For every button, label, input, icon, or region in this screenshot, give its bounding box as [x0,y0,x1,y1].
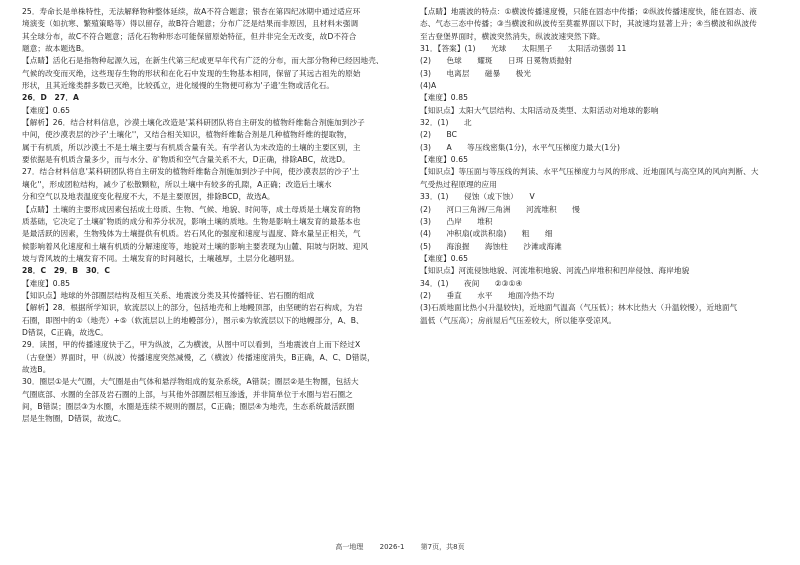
text-line: 坡与背风坡的土壤发育不同。土壤发育的时间越长，土壤越厚，土层分化越明显。 [22,253,299,263]
text-line: D错误，C正确，故选C。 [22,327,108,337]
text-line: 气受热过程原理的应用 [420,179,497,189]
text-line: (2) BC [420,130,458,140]
text-line: 25．寿命长是单株特性，无法解释物种整体延续，故A不符合题意；银杏在第四纪冰期中通过适应环 [22,7,361,16]
text-line: 【点睛】土壤的主要形成因素包括成土母质、生物、气候、地貌、时间等，成土母质是土壤发育的物 [22,204,361,214]
footer-subject: 高一地理 [335,543,364,551]
text-line: 27．结合材料信息'某科研团队将自主研发的植物纤维黏合剂施加到沙子中间，使沙漠表层的沙子'土 [22,167,360,177]
text-line: (4) 冲积扇(或洪积扇) 粗 细 [420,229,553,239]
text-line: 候影响着风化速度和土壤有机质的分解速度等，地貌对土壤的影响主要表现为山麓、阳坡与阴坡、迎风 [22,241,369,251]
left-column [22,6,398,426]
text-line: 28．C 29．B 30．C [22,266,111,276]
text-line: 32．(1) 北 [420,118,472,128]
text-line: 石圈，即图中的①（地壳）+⑤（软流层以上的地幔部分），图示⑥为软流层以下的地幔部分，A、B、 [22,315,364,325]
text-line: 其全球分布，故C不符合题意；活化石物种形态可能保留原始特征，但并非完全无改变，故D不符合 [22,31,357,41]
text-line: 态、气态三态中传播；③当横波和纵波传至莫霍界面以下时，其波速均显著上升；④当横波和纵波传 [420,19,757,29]
text-line: 【知识点】等压面与等压线的判读、水平气压梯度力与风的形成、近地面风与高空风的风向判断、大 [420,167,759,177]
text-line: 26．D 27．A [22,93,79,103]
text-line: (2) 河口三角洲/三角洲 河流堆积 慢 [420,204,580,214]
text-line: 【知识点】太阳大气层结构、太阳活动及类型、太阳活动对地球的影响 [420,105,659,115]
text-line: 要依据是有机质含量多少，而与水分、矿物质和空气含量关系不大，D正确，排除ABC，故选D。 [22,155,350,165]
text-line: 【点睛】活化石是指物种起源久远，在新生代第三纪或更早年代有广泛的分布，而大部分物种已经因地壳、 [22,56,384,66]
text-line: 题意；故本题选B。 [22,44,89,54]
text-line: 是最活跃的因素，生物残体为土壤提供有机质。岩石风化的强度和速度与温度、降水量呈正相关，气 [22,229,361,239]
text-line: 形状，且其近缘类群多数已灭绝，比较孤立，进化缓慢的生物便可称为'子遗'生物或活化石。 [22,81,335,91]
text-line: 间，B错误；圈层③为水圈，水圈是连续不规则的圈层，C正确；圈层④为地壳，生态系统最活跃圈 [22,402,355,411]
text-line: 气候的改变而灭绝，这些现存生物的形状和在化石中发现的生物基本相同，保留了其远古祖先的原始 [22,68,361,78]
text-line: 【难度】0.65 [420,253,469,263]
text-line: (4)A [420,81,437,91]
text-line: 壤化''，形成团粒结构，减少了松散颗粒，所以土壤中有较多的孔隙，A正确；改造后土壤水 [22,179,332,189]
text-line: (5) 海浪握 海蚀柱 沙滩或海滩 [420,241,562,251]
text-line: (3) 凸岸 堆积 [420,216,493,226]
text-line: 故选B。 [22,364,51,374]
text-line: 29．读图，甲的传播速度快于乙，甲为纵波，乙为横波，从图中可以看到，当地震波自上而下经过X [22,340,361,350]
text-line: 【难度】0.65 [420,155,469,165]
text-line: (2) 垂直 水平 地面冷热不均 [420,290,555,300]
text-line: （古登堡）界面时，甲（纵波）传播速度突然减慢，乙（横波）传播速度消失，B正确，A、C、D错误， [22,352,375,362]
text-line: 分和空气以及地表温度变化程度不大，不是主要原因，排除BCD，故选A。 [22,192,275,202]
text-line: 【知识点】河流侵蚀地貌、河流堆积地貌、河流凸岸堆积和凹岸侵蚀、海岸地貌 [420,266,690,276]
text-line: (2) 色球 耀斑 日珥 日冕物质抛射 [420,56,573,66]
text-line: 【解析】26．结合材料信息，沙漠土壤化改造是'某科研团队将自主研发的植物纤维黏合剂施加到沙子 [22,118,365,128]
text-line: 质基础，它决定了土壤矿物质的成分和养分状况，影响土壤的质地。生物是影响土壤发育的最基本也 [22,216,361,226]
text-line: 【点睛】地震波的特点：①横波传播速度慢，只能在固态中传播；②纵波传播速度快，能在固态、液 [420,7,757,16]
text-line: 境演变（如抗寒、繁殖策略等）得以留存，故B符合题意；分布广泛是结果而非原因，且材料未强调 [22,19,359,29]
text-line: 层是生物圈，D错误，故选C。 [22,414,126,424]
footer-page-number: 第7页，共8页 [420,543,465,551]
text-line: 【解析】28．根据所学知识，软流层以上的部分，包括地壳和上地幔顶部，由坚硬的岩石构成，为岩 [22,303,363,313]
text-line: 气圈底部、水圈的全部及岩石圈的上部，与其他外部圈层相互渗透，并非简单位于水圈与岩石圈之 [22,389,353,399]
text-line: (3) A 等压线密集(1分)，水平气压梯度力最大(1分) [420,142,621,152]
right-column [420,6,796,327]
text-line: 30．圈层①是大气圈，大气圈是由气体和悬浮物组成的复杂系统，A错误；圈层②是生物圈，包括大 [22,377,359,387]
text-line: 34．(1) 夜间 ②③①④ [420,278,523,288]
text-line: 中间，使沙漠表层的沙子'土壤化''，又结合相关知识，植物纤维黏合剂是几种植物纤维的提取物， [22,130,352,140]
text-line: (3) 电离层 磁暴 极光 [420,68,532,78]
text-line: 属于有机质，所以沙漠土不是土壤主要与有机质含量有关。有学者认为未改造的土壤的主要区别，主 [22,142,361,152]
text-line: 【难度】0.65 [22,105,71,115]
text-line: 31．【答案】(1) 光球 太阳黑子 太阳活动强弱 11 [420,44,627,54]
footer-term: 2026-1 [379,543,405,551]
page-footer [0,542,800,552]
text-line: 至古登堡界面时，横波突然消失，纵波波速突然下降。 [420,31,605,41]
text-line: 温低（气压高）；房前屋后气压差较大，所以能享受凉风。 [420,315,617,325]
text-line: 【难度】0.85 [420,93,469,103]
text-line: 33．(1) 侵蚀（或下蚀） V [420,192,535,202]
text-line: (3)石质地面比热小(升温较快)，近地面气温高（气压低）；林木比热大（升温较慢），近地面气 [420,303,738,313]
text-line: 【知识点】地球的外部圈层结构及相互关系、地震波分类及其传播特征、岩石圈的组成 [22,290,315,300]
text-line: 【难度】0.85 [22,278,71,288]
